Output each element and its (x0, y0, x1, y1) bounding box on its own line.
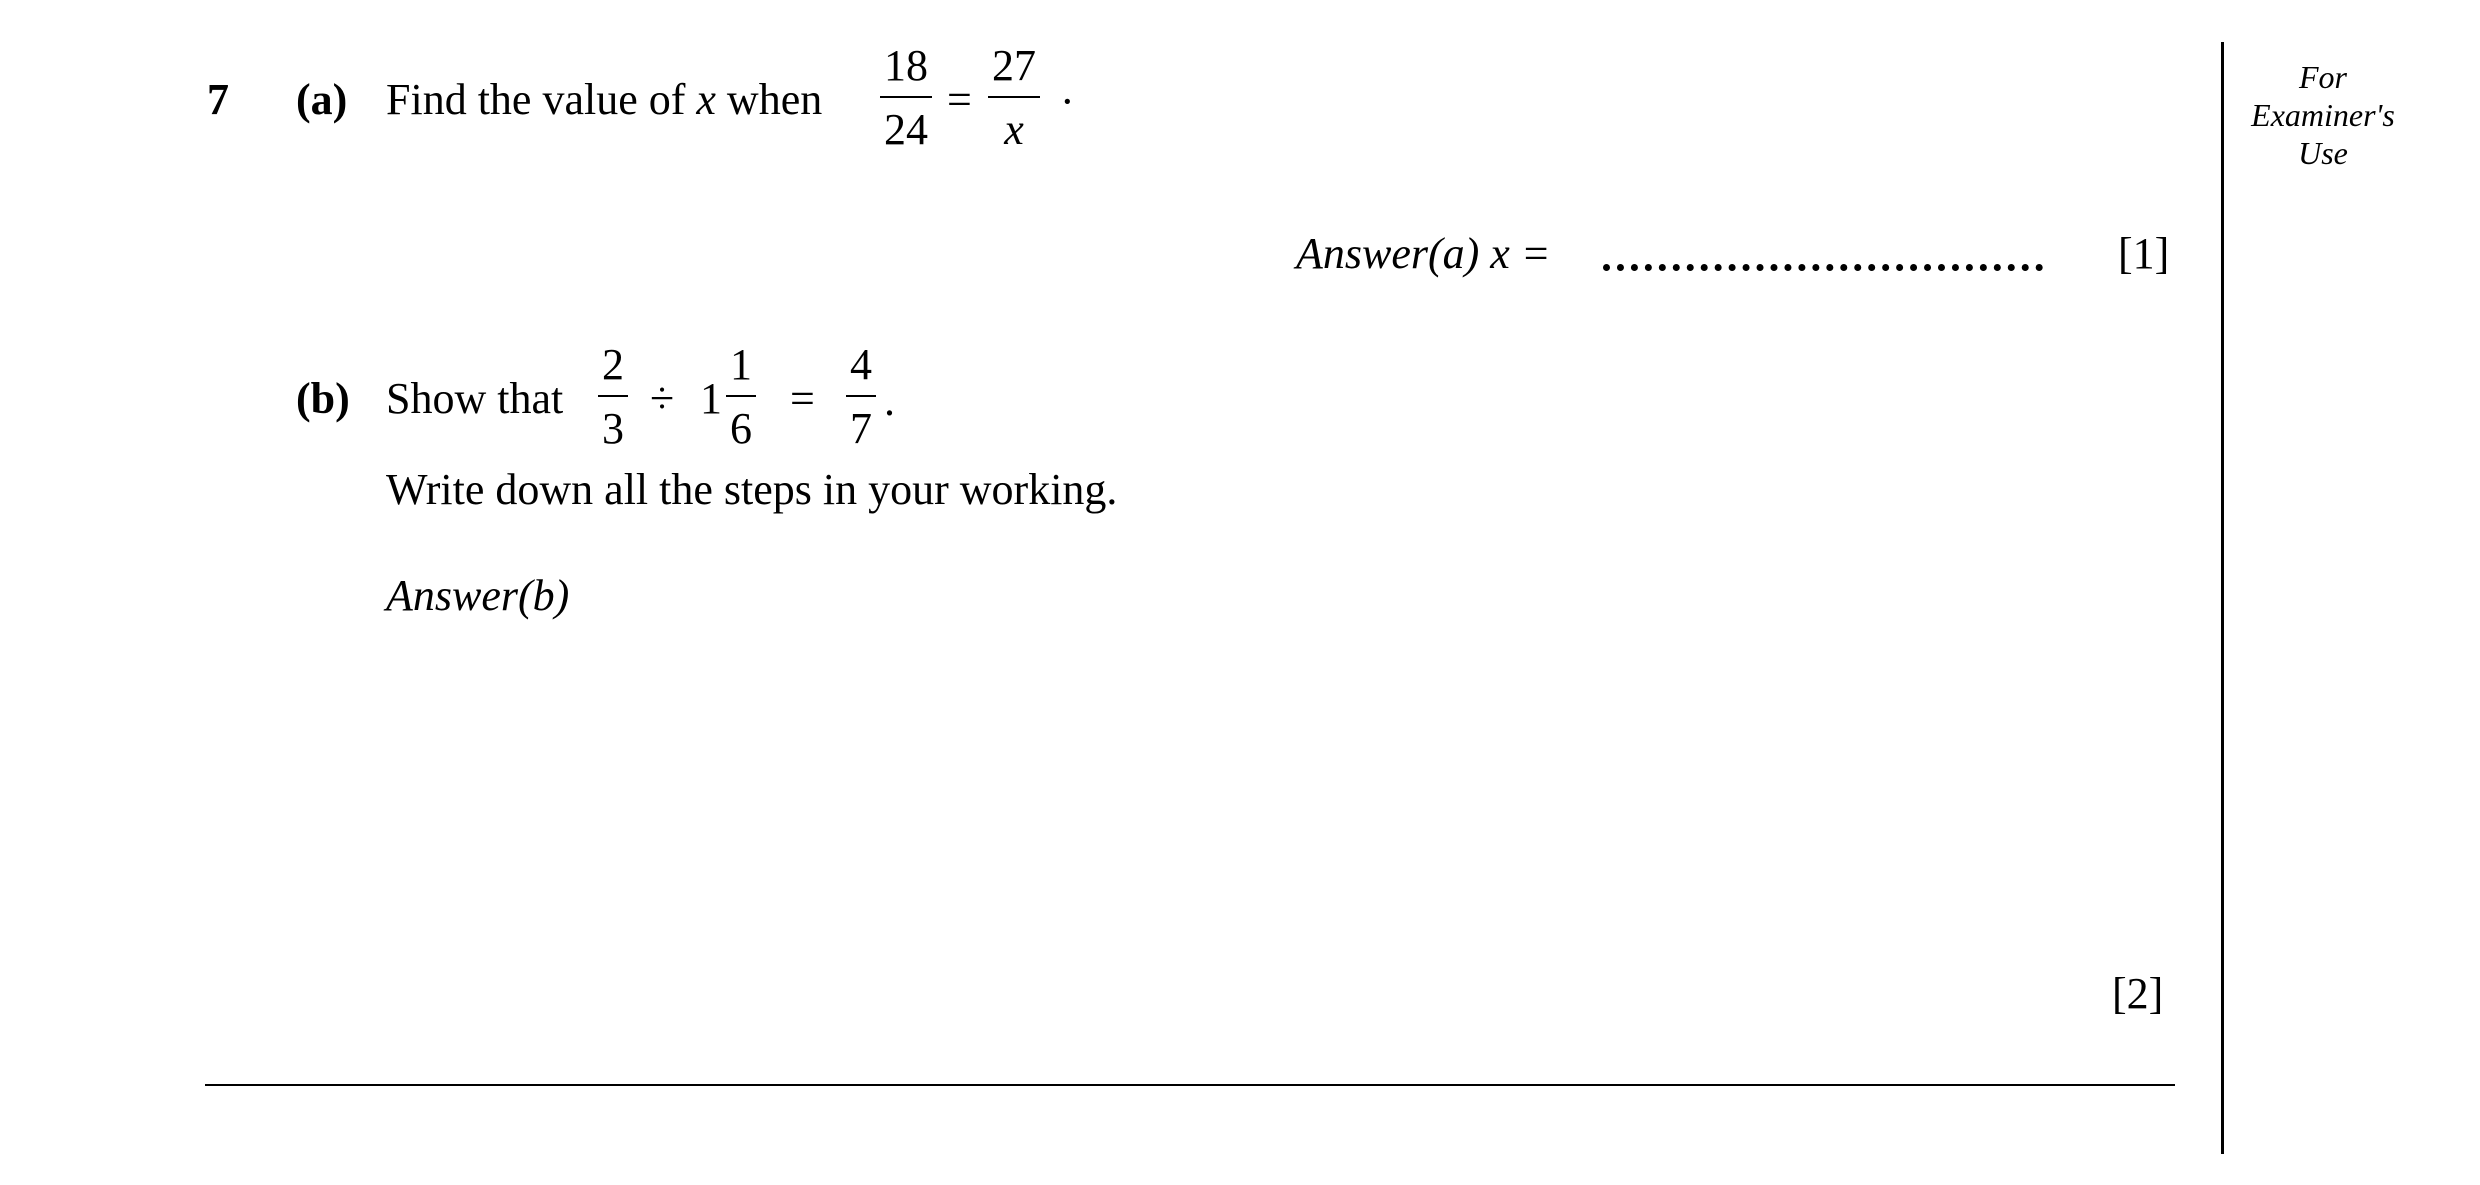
part-a-equals: = (947, 75, 972, 124)
question-number: 7 (207, 75, 229, 124)
examiner-use-line-2: Examiner's (2251, 97, 2395, 133)
part-b-label: (b) (296, 374, 350, 423)
part-b-divide: ÷ (650, 374, 675, 423)
part-b-fraction-1-numerator: 2 (602, 340, 624, 389)
part-b-fraction-2 (726, 340, 756, 453)
part-a-fraction-left-numerator: 18 (884, 41, 928, 90)
part-b-fraction-3 (846, 340, 876, 453)
part-a-fraction-left-denominator: 24 (884, 105, 928, 154)
part-a-fraction-left (880, 41, 932, 154)
part-a-prompt-pre: Find the value of (386, 75, 697, 124)
bottom-divider (205, 1084, 2175, 1086)
part-b-fraction-2-numerator: 1 (730, 340, 752, 389)
part-b-fraction-1-denominator: 3 (602, 404, 624, 453)
answer-b-label: Answer(b) (386, 571, 570, 620)
part-a-fraction-right-denominator: x (1004, 105, 1024, 154)
part-b-fraction-2-denominator: 6 (730, 404, 752, 453)
part-b-end-mark: . (884, 376, 895, 425)
part-a-fraction-right-numerator: 27 (992, 41, 1036, 90)
examiner-use-line-1: For (2299, 59, 2347, 95)
part-a-end-mark: · (1060, 77, 1075, 126)
part-b-fraction-3-denominator: 7 (850, 404, 872, 453)
answer-a-label: Answer(a) x = (1296, 229, 1551, 278)
part-b-instruction: Write down all the steps in your working. (386, 465, 1118, 514)
part-a-label: (a) (296, 75, 348, 124)
part-b-marks: [2] (2112, 969, 2164, 1018)
part-a-prompt-post: when (715, 75, 823, 124)
part-b-fraction-3-numerator: 4 (850, 340, 872, 389)
examiner-column-divider (2221, 42, 2224, 1154)
part-a-marks: [1] (2118, 229, 2170, 278)
part-b-equals: = (790, 374, 815, 423)
part-b-fraction-1 (598, 340, 628, 453)
part-a-prompt-var: x (696, 75, 716, 124)
examiner-use-label (2238, 58, 2408, 172)
answer-a-dotted-line[interactable] (1603, 264, 2043, 271)
part-a-fraction-right (988, 41, 1040, 154)
part-b-prompt: Show that (386, 374, 564, 423)
part-b-mixed-whole: 1 (700, 374, 722, 423)
examiner-use-line-3: Use (2298, 135, 2348, 171)
part-a-prompt (386, 75, 823, 124)
